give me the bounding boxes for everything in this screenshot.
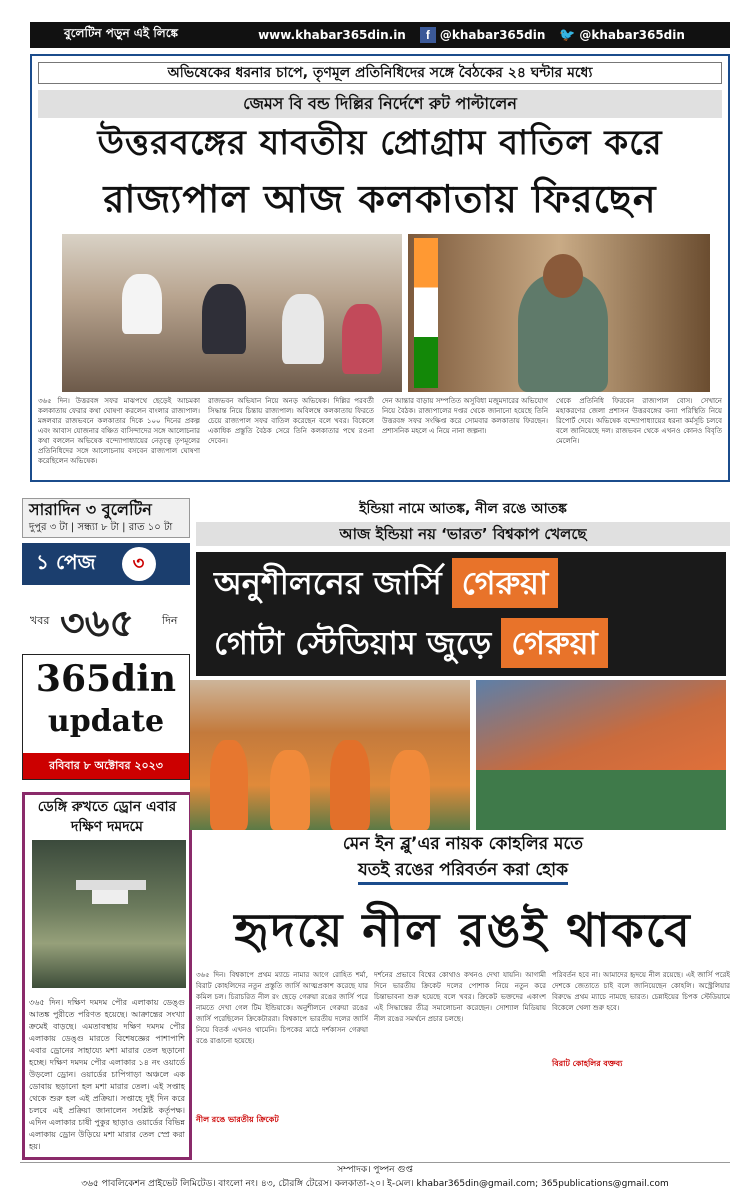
sports-column-2: দর্শনের প্রভাবে বিশ্বের কোথাও কখনও দেখা যায়নি। আগামী দিনে ভারতীয় ক্রিকেট দলের পোশাক নিয়ে নতুন করে চিন্তাভাবনা শুরু হয়েছে বলে খবর। ক্রিকেট ভক্তদের একাংশ এই সিদ্ধান্তের তীব্র সমালোচনা করেছেন। সোশ্যাল মিডিয়ায় নীল রঙের সমর্থনে প্রচার চলছে। bbox=[374, 971, 546, 1023]
drone-photo bbox=[32, 840, 186, 988]
footer bbox=[20, 1162, 730, 1198]
publisher-info: ৩৬৫ পাবলিকেশন প্রাইভেট লিমিটেড। বাংলো নং। ৪৩, চৌরঙ্গি টেরেস। কলকাতা-২০। ই-মেল। khabar365din@gmail.com; 365publications@gmail.com bbox=[81, 1179, 669, 1189]
facebook-icon: f bbox=[420, 27, 436, 43]
sports-inline-note-2: বিরাট কোহলির বক্তব্য bbox=[552, 1059, 623, 1068]
twitter-handle[interactable] bbox=[559, 28, 685, 42]
lead-headline-2: রাজ্যপাল আজ কলকাতায় ফিরছেন bbox=[103, 177, 657, 221]
protest-photo bbox=[62, 234, 402, 392]
logo-right-text: দিন bbox=[162, 614, 178, 627]
logo-number: ৩৬৫ bbox=[60, 600, 135, 645]
stadium-photo bbox=[476, 680, 726, 830]
flag-image bbox=[414, 238, 438, 388]
brand-update: update bbox=[47, 704, 165, 739]
bulletin-schedule bbox=[22, 498, 190, 538]
editor-credit: সম্পাদক। পুষ্পন গুপ্ত bbox=[337, 1165, 413, 1175]
saffron-label-1: গেরুয়া bbox=[452, 558, 559, 608]
twitter-handle-text: @khabar365din bbox=[579, 28, 685, 42]
facebook-handle-text: @khabar365din bbox=[439, 28, 546, 42]
khabar-365-logo bbox=[22, 590, 190, 650]
sports-line-1-text: অনুশীলনের জার্সি bbox=[214, 564, 442, 602]
lead-headline-1: উত্তরবঙ্গের যাবতীয় প্রোগ্রাম বাতিল করে bbox=[97, 123, 663, 163]
sports-subhead-2-text: যতই রঙের পরিবর্তন করা হোক bbox=[358, 860, 568, 885]
lead-column-1: ৩৬৫ দিন। উত্তরবঙ্গ সফর মাঝপথে ছেড়েই আচমকা কলকাতায় ফেরার কথা ঘোষণা করলেন বাংলার রাজ্যপাল। মঙ্গলবার রাজভবনে কলকাতার দিকে ১০০ দিনের প্রকল্প এবং আবাস যোজনার বঞ্চিত বাসিন্দাদের সঙ্গে আলোচনার কথা বললেন অভিষেক বন্দ্যোপাধ্যায়ের নেতৃত্বে তৃণমূলের প্রতিনিধিদের সঙ্গে আলোচনায় বসবেন রাজ্যপাল ঘোষণা করেছিলেন অভিষেক। bbox=[38, 397, 200, 465]
lead-story bbox=[30, 54, 730, 482]
bulletin-times: দুপুর ৩ টা | সন্ধ্যা ৮ টা | রাত ১০ টা bbox=[29, 522, 173, 533]
dengue-body: ৩৬৫ দিন। দক্ষিণ দমদম পৌর এলাকায় ডেঙ্গু আতঙ্ক পুরীতে পরিণত হয়েছে। আক্রান্তের সংখ্যা ক্রমেই বাড়ছে। এমতাবস্থায় দক্ষিণ দমদম পৌর এলাকায় ডেঙ্গু মারতে বিশেষজ্ঞের পাশাপাশি এবার ড্রোনের সাহায্যে মশা মারার তেল ছড়ানো হচ্ছে। দক্ষিণ দমদম পৌর এলাকার ১৪ নং ওয়ার্ডে উড়লো ড্রোন। ওয়ার্ডের চাপিগাড়া অঞ্চলে এক ডোবায় ছড়ানো হল মশা মারার তেল। এই সপ্তাহ থেকে শুরু হল এই প্রক্রিয়া। সপ্তাহে দুই দিন করে চলবে এই প্রক্রিয়া জানালেন সংশ্লিষ্ট কর্তৃপক্ষ। এদিন এলাকার চাষী পুকুর ছাড়াও ওয়ার্ডের বিভিন্ন এলাকায় ড্রোন উড়িয়ে মশা মারার তেল স্প্রে করা হয়। bbox=[29, 998, 185, 1151]
sports-line-1 bbox=[196, 558, 726, 608]
sports-inline-note-1: নীল রঙে ভারতীয় ক্রিকেট bbox=[196, 1115, 279, 1124]
sports-headline: হৃদয়ে নীল রঙই থাকবে bbox=[234, 903, 692, 957]
website-link[interactable]: www.khabar365din.in bbox=[258, 28, 406, 42]
issue-date: রবিবার ৮ অক্টোবর ২০২৩ bbox=[23, 753, 189, 779]
sports-subhead-1: মেন ইন ব্লু’এর নায়ক কোহলির মতে bbox=[342, 834, 584, 854]
sports-headline-block bbox=[196, 552, 726, 676]
facebook-handle[interactable] bbox=[420, 27, 546, 43]
brand-name: 365din bbox=[35, 658, 177, 700]
bulletin-link-text[interactable]: বুলেটিন পড়ুন এই লিঙ্কে bbox=[64, 26, 179, 40]
logo-left-text: খবর bbox=[30, 614, 50, 627]
page-indicator bbox=[22, 543, 190, 585]
page-number: ১ পেজ bbox=[36, 549, 96, 574]
governor-photo bbox=[408, 234, 710, 392]
sports-subhead-2 bbox=[196, 858, 730, 882]
bulletin-badge: ৩ bbox=[122, 547, 156, 581]
lead-kicker-1: অভিষেকের ধরনার চাপে, তৃণমূল প্রতিনিধিদের সঙ্গে বৈঠকের ২৪ ঘন্টার মধ্যে bbox=[38, 62, 722, 84]
twitter-icon: 🐦 bbox=[559, 28, 576, 43]
sports-line-2-text: গোটা স্টেডিয়াম জুড়ে bbox=[214, 624, 492, 662]
bulletin-title: সারাদিন ৩ বুলেটিন bbox=[29, 500, 152, 519]
top-banner bbox=[30, 22, 730, 48]
dengue-headline: ডেঙ্গি রুখতে ড্রোন এবার দক্ষিণ দমদমে bbox=[37, 799, 177, 835]
lead-column-4: থেকে প্রতিনিধি ফিরবেন রাজ্যপাল বোস। সেখানে মহাকরণের জেলা প্রশাসন উত্তরবঙ্গের বন্যা পরিস্থিতি নিয়ে রিপোর্ট দেবে। অভিষেক বন্দ্যোপাধ্যায়ের ধরনা কর্মসূচি চলবে বলে জানিয়েছে দল। রাজভবন থেকে এখনও কোনও বিবৃতি মেলেনি। bbox=[556, 397, 722, 445]
lead-kicker-2: জেমস বি বন্ড দিল্লির নির্দেশে রুট পাল্টালেন bbox=[38, 90, 722, 118]
sports-column-1: ৩৬৫ দিন। বিশ্বকাপে প্রথম ম্যাচে নামার আগে রোহিত শর্মা, বিরাট কোহলিদের নতুন প্রস্তুতি জার্সি আত্মপ্রকাশ করেছে যার কমিল চল। চিরাচরিত নীল রং ছেড়ে গেরুয়া রঙের জার্সি পরে নামতে দেখা গেল টিম ইন্ডিয়াকে। অনুশীলনে গেরুয়া রঙের জার্সি পরেছিলেন ক্রিকেটাররা। বিশ্বকাপে ভারতীয় দলের জার্সি নিয়ে বিতর্ক এখনও থামেনি। চিপকের মাঠে দর্শকাসন গেরুয়া রঙে রাঙানো হয়েছে। bbox=[196, 971, 368, 1045]
practice-photo bbox=[190, 680, 470, 830]
sports-kicker-1: ইন্ডিয়া নামে আতঙ্ক, নীল রঙে আতঙ্ক bbox=[359, 501, 567, 517]
lead-column-2: রাজভবন অভিযান নিয়ে অনড় অভিষেক। দিল্লির পরবর্তী সিদ্ধান্ত নিয়ে চিন্তায় রাজ্যপাল। অবিলম্বে কলকাতায় ফিরতে চেয়ে রাজ্যপাল সফর বাতিল করেছেন বলে খবর। বিকেলে একাধিক প্রস্তুতি বৈঠক সেরে তিনি কলকাতার পথে রওনা দেবেন। bbox=[208, 397, 374, 445]
sports-line-2 bbox=[196, 618, 726, 668]
lead-column-3: দেন আন্তার বাড়ায় সম্পতিত অসুবিধা মজুমদারের অভিযোগ নিয়ে বৈঠক। রাজ্যপালের দপ্তর থেকে জানানো হয়েছে তিনি উত্তরবঙ্গ সফর সংক্ষিপ্ত করে সোমবার কলকাতায় ফিরছেন। প্রশাসনিক মহলে এ নিয়ে নানা জল্পনা। bbox=[382, 397, 548, 435]
saffron-label-2: গেরুয়া bbox=[501, 618, 608, 668]
brand-update-box bbox=[22, 654, 190, 780]
sports-kicker-2: আজ ইন্ডিয়া নয় ‘ভারত’ বিশ্বকাপ খেলছে bbox=[196, 522, 730, 546]
sports-column-3: পরিবর্তন হবে না। আমাদের হৃদয়ে নীল রয়েছে। এই জার্সি পরেই দেশকে জেতাতে চাই বলে জানিয়েছেন কোহলি। অস্ট্রেলিয়ার বিরুদ্ধে প্রথম ম্যাচে নামছে ভারত। চেন্নাইয়ের চিপক স্টেডিয়ামে বিকেলে খেলা শুরু হবে। bbox=[552, 971, 730, 1012]
